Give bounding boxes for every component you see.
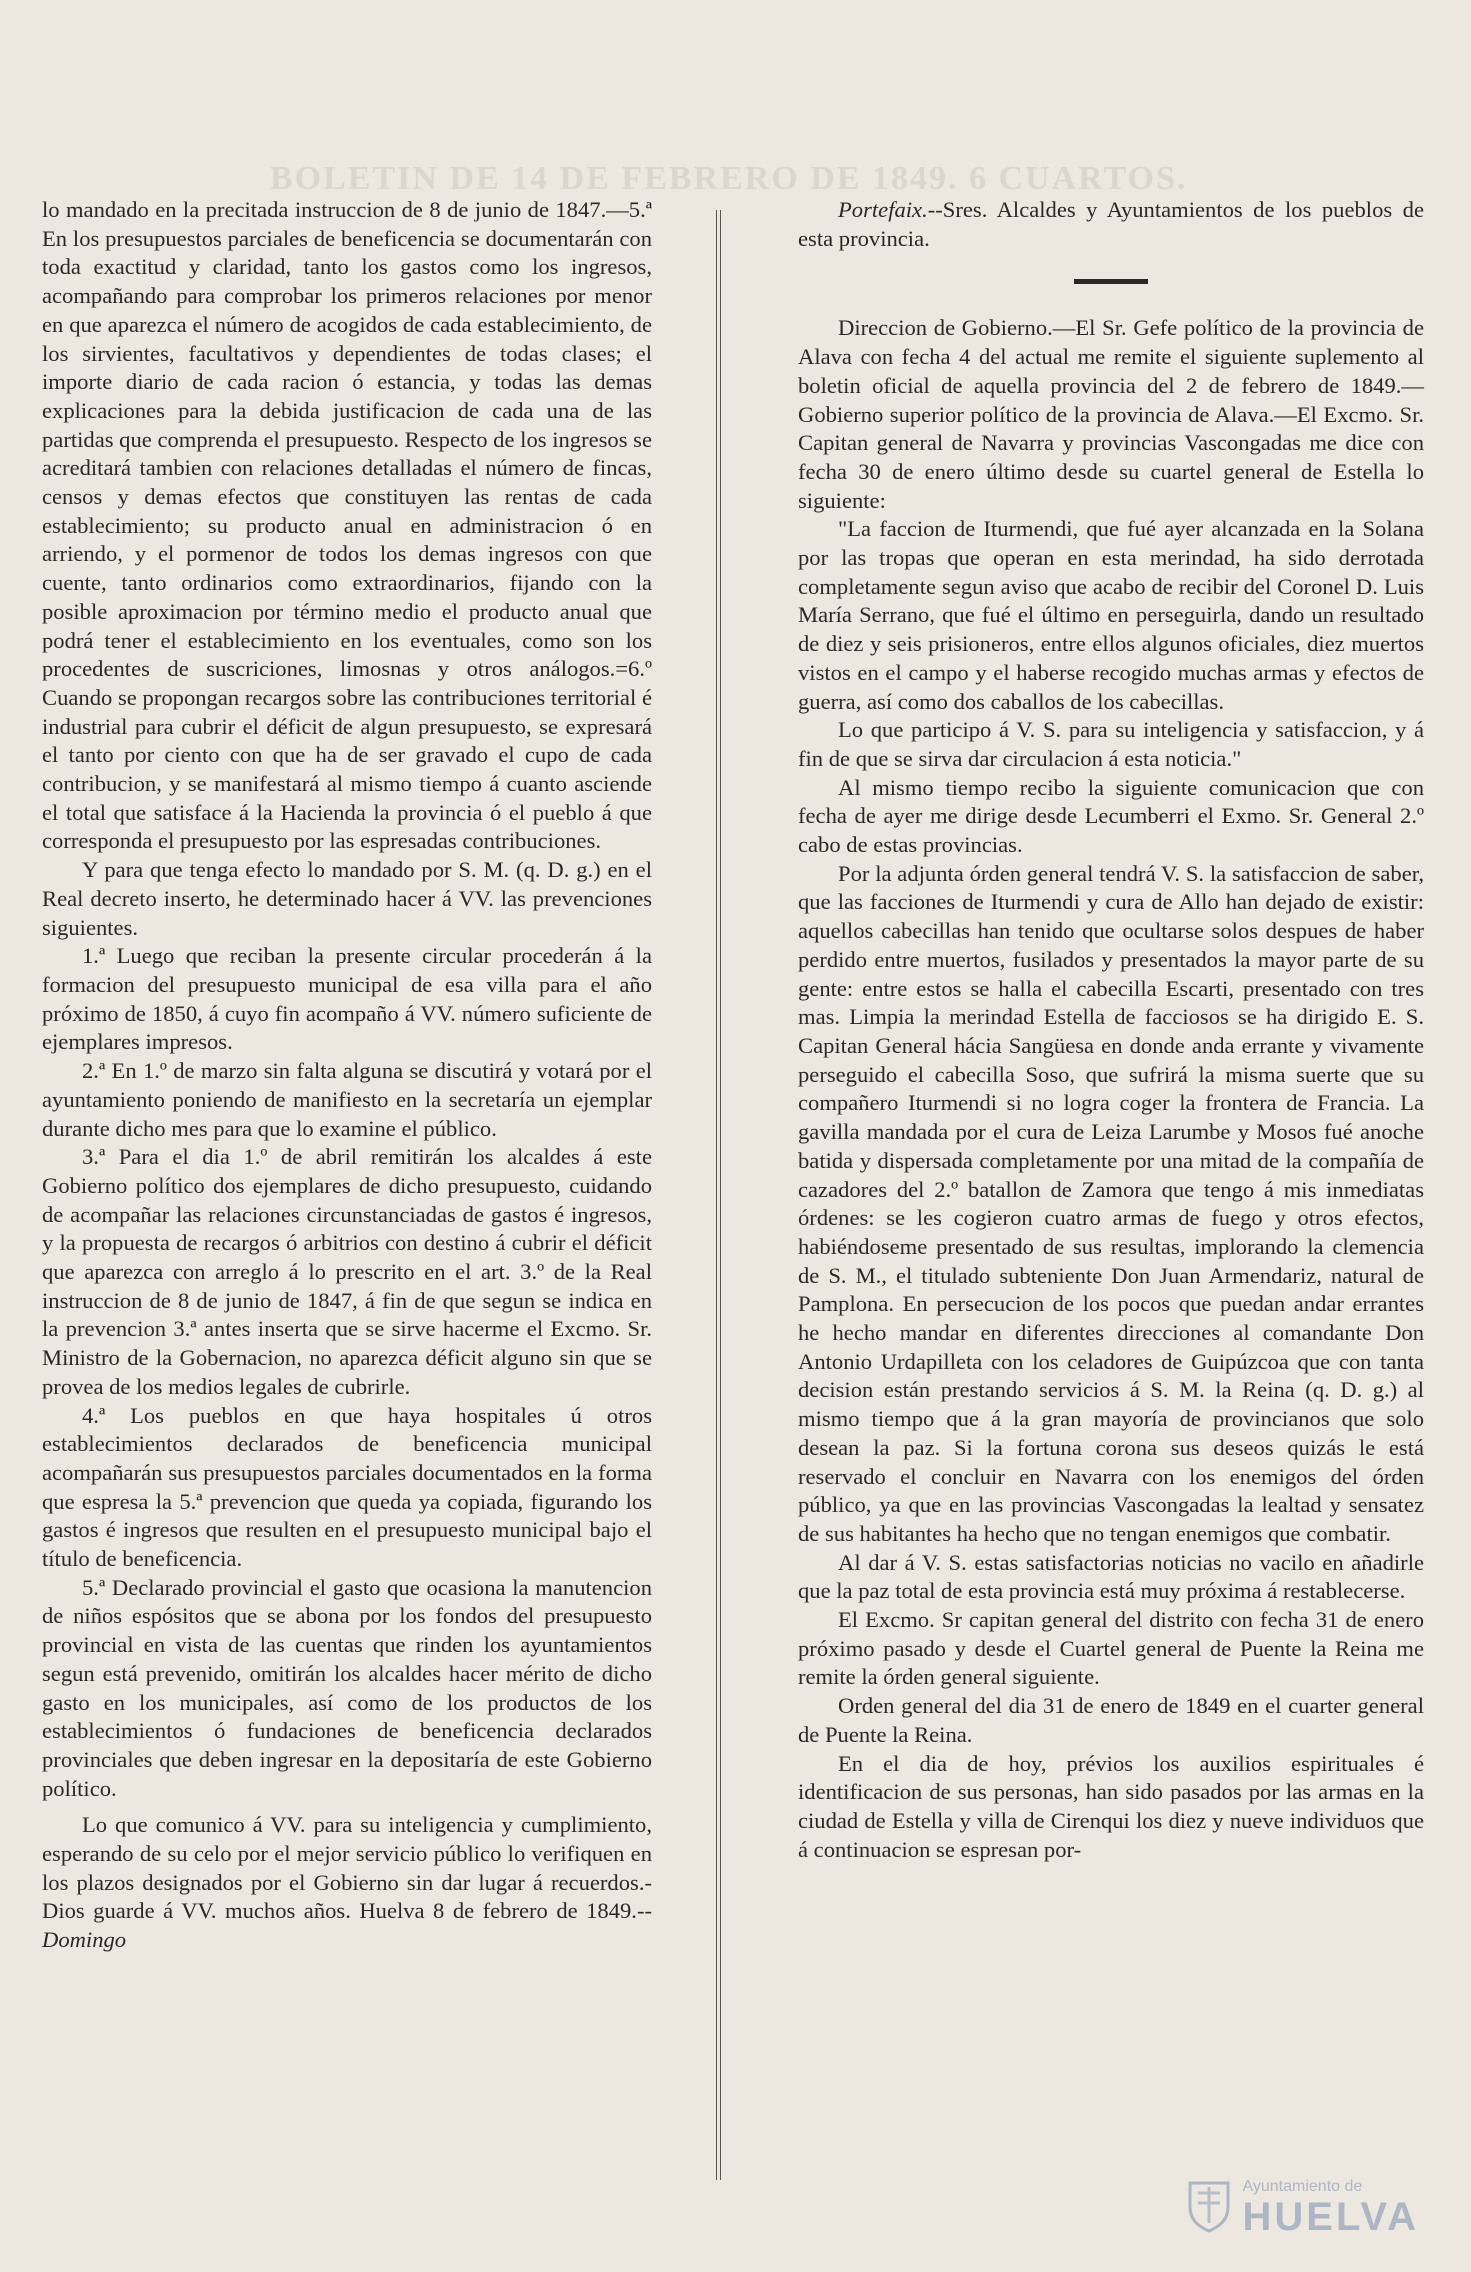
right-paragraph: En el dia de hoy, prévios los auxilios espirituales é identificacion de sus personas, han sido pasados por las armas en la ciudad de Estella y villa de Cirenqui los diez y nueve individuos que á continuacion se espresan por-	[798, 1750, 1424, 1862]
signature-portefaix: Portefaix.	[838, 197, 928, 222]
closing-paragraph	[42, 1811, 652, 1955]
column-divider	[716, 210, 721, 2180]
watermark-text	[1242, 2178, 1419, 2238]
section-separator	[1074, 279, 1148, 284]
right-paragraph: El Excmo. Sr capitan general del distrito con fecha 31 de enero próximo pasado y desde el Cuartel general de Puente la Reina me remite la órden general siguiente.	[798, 1607, 1424, 1690]
right-column	[798, 196, 1424, 1864]
left-paragraph: 5.ª Declarado provincial el gasto que ocasiona la manutencion de niños espósitos que se abona por los fondos del presupuesto provincial en vista de las cuentas que rinden los ayuntamientos segun está prevenido, omitirán los alcaldes hacer mérito de dicho gasto en los municipales, así como de los productos de los establecimientos ó fundaciones de beneficencia declarados provinciales que deben ingresar en la depositaría de este Gobierno político.	[42, 1574, 652, 1801]
right-paragraph: Al dar á V. S. estas satisfactorias noticias no vacilo en añadirle que la paz total de esta provincia está muy próxima á restablecerse.	[798, 1549, 1424, 1604]
right-paragraph: Direccion de Gobierno.—El Sr. Gefe político de la provincia de Alava con fecha 4 del actual me remite el siguiente suplemento al boletin oficial de aquella provincia del 2 de febrero de 1849.—Gobierno superior político de la provincia de Alava.—El Excmo. Sr. Capitan general de Navarra y provincias Vascongadas me dice con fecha 30 de enero último desde su cuartel general de Estella lo siguiente:	[798, 315, 1424, 513]
left-paragraph: 4.ª Los pueblos en que haya hospitales ú otros establecimientos declarados de beneficencia municipal acompañarán sus presupuestos parciales documentados en la forma que espresa la 5.ª prevencion que queda ya copiada, figurando los gastos é ingresos que resulten en el presupuesto municipal bajo el título de beneficencia.	[42, 1402, 652, 1572]
left-paragraph: Y para que tenga efecto lo mandado por S. M. (q. D. g.) en el Real decreto inserto, he determinado hacer á VV. las prevenciones siguientes.	[42, 857, 652, 940]
crest-icon	[1186, 2179, 1232, 2237]
right-paragraph: Por la adjunta órden general tendrá V. S. la satisfaccion de saber, que las facciones de Iturmendi y cura de Allo han dejado de existir: aquellos cabecillas han tenido que ocultarse solos despues de haber perdido entre muertos, fusilados y presentados la mayor parte de su gente: entre estos se halla el cabecilla Escarti, presentado con tres mas. Limpia la merindad Estella de facciosos se ha dirigido E. S. Capitan General hácia Sangüesa en donde anda errante y vivamente perseguido el cabecilla Soso, que sufrirá la misma suerte que su compañero Iturmendi si no logra coger la frontera de Francia. La gavilla mandada por el cura de Leiza Larumbe y Mosos fué anoche batida y dispersada completamente por una mitad de la compañía de cazadores del 2.º batallon de Zamora que tengo á mis inmediatas órdenes: se les cogieron cuatro armas de fuego y otros efectos, habiéndoseme presentado de sus resultas, implorando la clemencia de S. M., el titulado subteniente Don Juan Armendariz, natural de Pamplona. En persecucion de los pocos que puedan andar errantes he hecho mandar en diferentes direcciones al comandante Don Antonio Urdapilleta con los celadores de Guipúzcoa que con tanta decision están prestando servicios á S. M. la Reina (q. D. g.) al mismo tiempo que á la gran mayoría de provincianos que solo desean la paz. Si la fortuna corona sus deseos quizás le está reservado el concluir en Navarra con los enemigos del órden público, ya que en las provincias Vascongadas la lealtad y sensatez de sus habitantes ha hecho que no tengan enemigos que combatir.	[798, 860, 1424, 1546]
right-paragraph: Al mismo tiempo recibo la siguiente comunicacion que con fecha de ayer me dirige desde Lecumberri el Exmo. Sr. General 2.º cabo de estas provincias.	[798, 774, 1424, 858]
left-column	[42, 196, 652, 1955]
archive-watermark	[1186, 2178, 1419, 2238]
watermark-line1: Ayuntamiento de	[1242, 2178, 1363, 2195]
right-top-paragraph	[798, 196, 1424, 253]
addressee-text: --Sres. Alcaldes y Ayuntamientos de los pueblos de esta provincia.	[798, 197, 1424, 251]
closing-text: Lo que comunico á VV. para su inteligencia y cumplimiento, esperando de su celo por el mejor servicio público lo verifiquen en los plazos designados por el Gobierno sin dar lugar á recuerdos.-Dios guarde á VV. muchos años. Huelva 8 de febrero de 1849.--	[42, 1812, 652, 1924]
left-paragraph: 2.ª En 1.º de marzo sin falta alguna se discutirá y votará por el ayuntamiento poniendo de manifiesto en la secretaría un ejemplar durante dicho mes para que lo examine el público.	[42, 1058, 652, 1141]
watermark-line2: HUELVA	[1242, 2195, 1419, 2239]
left-paragraph: 3.ª Para el dia 1.º de abril remitirán los alcaldes á este Gobierno político dos ejemplares de dicho presupuesto, cuidando de acompañar las relaciones circunstanciadas de gastos é ingresos, y la propuesta de recargos ó arbitrios con destino á cubrir el déficit que aparezca con arreglo á lo prescrito en el art. 3.º de la Real instruccion de 8 de junio de 1847, á fin de que segun se indica en la prevencion 3.ª antes inserta que se sirve hacerme el Excmo. Sr. Ministro de la Gobernacion, no aparezca déficit alguno sin que se provea de los medios legales de cubrirle.	[42, 1144, 652, 1399]
right-paragraph: Orden general del dia 31 de enero de 1849 en el cuarter general de Puente la Reina.	[798, 1693, 1424, 1747]
right-paragraph: Lo que participo á V. S. para su inteligencia y satisfaccion, y á fin de que se sirva dar circulacion á esta noticia."	[798, 717, 1424, 771]
left-paragraph: lo mandado en la precitada instruccion de 8 de junio de 1847.—5.ª En los presupuestos parciales de beneficencia se documentarán con toda exactitud y claridad, tanto los gastos como los ingresos, acompañando para comprobar los primeros relaciones por menor en que aparezca el número de acogidos de cada establecimiento, de los sirvientes, facultativos y dependientes de todas clases; el importe diario de cada racion ó estancia, y todas las demas explicaciones para la debida justificacion de cada una de las partidas que comprenda el presupuesto. Respecto de los ingresos se acreditará tambien con relaciones detalladas el número de fincas, censos y demas efectos que constituyen las rentas de cada establecimiento; su producto anual en administracion ó en arriendo, y el pormenor de todos los demas ingresos con que cuente, tanto ordinarios como extraordinarios, fijando con la posible aproximacion por término medio el producto anual que podrá tener el establecimiento en los eventuales, como son los procedentes de suscriciones, limosnas y otros análogos.=6.º Cuando se propongan recargos sobre las contribuciones territorial é industrial para cubrir el déficit de algun presupuesto, se expresará el tanto por ciento con que ha de ser gravado el cupo de cada contribucion, y se manifestará al mismo tiempo á cuanto asciende el total que satisface á la Hacienda la provincia ó el pueblo á que corresponda el presupuesto por las espresadas contribuciones.	[42, 197, 652, 854]
header-bleed-through: BOLETIN DE 14 DE FEBRERO DE 1849. 6 CUARTOS.	[270, 160, 1188, 197]
left-paragraph: 1.ª Luego que reciban la presente circular procederán á la formacion del presupuesto municipal de esa villa para el año próximo de 1850, á cuyo fin acompaño á VV. número suficiente de ejemplares impresos.	[42, 943, 652, 1055]
signature-domingo: Domingo	[42, 1927, 127, 1953]
right-paragraph: "La faccion de Iturmendi, que fué ayer alcanzada en la Solana por las tropas que operan en esta merindad, ha sido derrotada completamente segun aviso que acabo de recibir del Coronel D. Luis María Serrano, que fué el último en perseguirla, dando un resultado de diez y seis prisioneros, entre ellos algunos oficiales, diez muertos vistos en el campo y el haberse recogido muchas armas y efectos de guerra, así como dos caballos de los cabecillas.	[798, 516, 1424, 714]
